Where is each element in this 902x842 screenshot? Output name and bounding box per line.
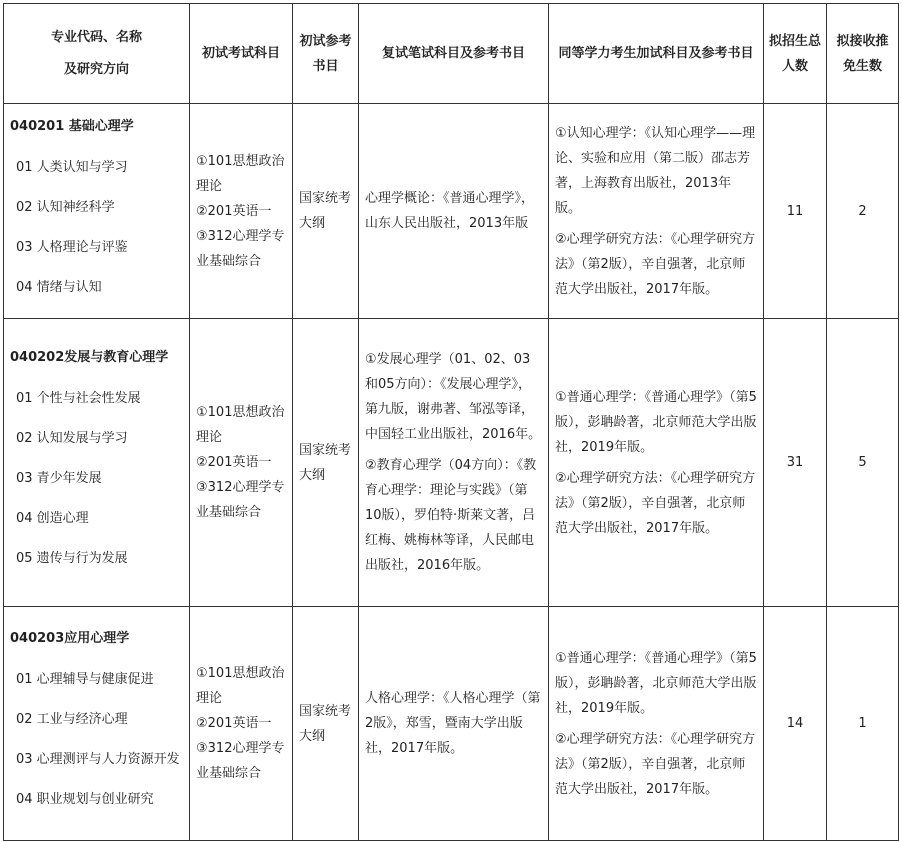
retest-item: 人格心理学：《人格心理学（第2版》，郑雪，暨南大学出版社，2017年版。 bbox=[365, 691, 541, 756]
initial-books-cell: 国家统考大纲 bbox=[293, 319, 359, 607]
initial-books-cell: 国家统考大纲 bbox=[293, 104, 359, 319]
header-initial-subjects: 初试考试科目 bbox=[190, 4, 293, 104]
initial-subjects-cell bbox=[190, 607, 293, 841]
initial-subject-item: ②201英语一 bbox=[196, 203, 272, 219]
table-row bbox=[4, 104, 899, 319]
major-title: 040201 基础心理学 bbox=[10, 118, 134, 134]
initial-subject-item: ①101思想政治理论 bbox=[196, 405, 285, 445]
major-cell bbox=[4, 319, 190, 607]
initial-subject-item: ②201英语一 bbox=[196, 716, 272, 731]
equivalent-item: ①普通心理学：《普通心理学》（第5版），彭聃龄著，北京师范大学出版社，2019年版。 bbox=[555, 389, 757, 455]
direction-item: 04 职业规划与创业研究 bbox=[16, 792, 154, 807]
retest-item: ②教育心理学（04方向）：《教育心理学：理论与实践》（第10版），罗伯特·斯莱文著，吕红梅、姚梅林等译，人民邮电出版社，2016年版。 bbox=[365, 458, 537, 573]
header-retest: 复试笔试科目及参考书目 bbox=[359, 4, 549, 104]
direction-item: 04 创造心理 bbox=[16, 511, 89, 526]
exempt-cell: 5 bbox=[827, 319, 899, 607]
major-cell bbox=[4, 607, 190, 841]
direction-item: 03 青少年发展 bbox=[16, 471, 102, 486]
planned-total-cell: 31 bbox=[764, 319, 827, 607]
header-initial-books: 初试参考书目 bbox=[293, 4, 359, 104]
direction-item: 03 心理测评与人力资源开发 bbox=[16, 752, 180, 767]
exempt-cell: 2 bbox=[827, 104, 899, 319]
header-planned-total: 拟招生总人数 bbox=[764, 4, 827, 104]
direction-item: 01 人类认知与学习 bbox=[16, 159, 128, 175]
initial-subjects-cell bbox=[190, 104, 293, 319]
header-row bbox=[4, 4, 899, 104]
equivalent-item: ①普通心理学：《普通心理学》（第5版），彭聃龄著，北京师范大学出版社，2019年版。 bbox=[555, 650, 757, 716]
retest-cell bbox=[359, 319, 549, 607]
admissions-table bbox=[3, 3, 899, 841]
initial-subject-item: ③312心理学专业基础综合 bbox=[196, 480, 285, 520]
retest-item: ①发展心理学（01、02、03和05方向）：《发展心理学》，第九版，谢弗著、邹泓等译，中国轻工业出版社，2016年。 bbox=[365, 352, 542, 442]
initial-subject-item: ②201英语一 bbox=[196, 455, 272, 470]
header-major: 专业代码、名称 及研究方向 bbox=[4, 4, 190, 104]
equivalent-cell bbox=[549, 607, 764, 841]
initial-subject-item: ①101思想政治理论 bbox=[196, 153, 285, 194]
direction-item: 01 个性与社会性发展 bbox=[16, 391, 141, 406]
initial-subject-item: ③312心理学专业基础综合 bbox=[196, 741, 285, 781]
major-title: 040202发展与教育心理学 bbox=[10, 350, 169, 365]
header-exempt: 拟接收推免生数 bbox=[827, 4, 899, 104]
major-cell bbox=[4, 104, 190, 319]
initial-books-cell: 国家统考大纲 bbox=[293, 607, 359, 841]
exempt-cell: 1 bbox=[827, 607, 899, 841]
major-title: 040203应用心理学 bbox=[10, 631, 130, 646]
direction-item: 02 认知神经科学 bbox=[16, 199, 115, 215]
initial-subjects-cell bbox=[190, 319, 293, 607]
equivalent-item: ①认知心理学：《认知心理学——理论、实验和应用（第二版）邵志芳著，上海教育出版社，2013年版。 bbox=[555, 125, 756, 216]
planned-total-cell: 11 bbox=[764, 104, 827, 319]
planned-total-cell: 14 bbox=[764, 607, 827, 841]
direction-item: 04 情绪与认知 bbox=[16, 279, 102, 295]
direction-item: 01 心理辅导与健康促进 bbox=[16, 672, 154, 687]
equivalent-item: ②心理学研究方法：《心理学研究方法》（第2版），辛自强著，北京师范大学出版社，2017年版。 bbox=[555, 731, 756, 797]
header-equivalent: 同等学力考生加试科目及参考书目 bbox=[549, 4, 764, 104]
initial-subject-item: ①101思想政治理论 bbox=[196, 666, 285, 706]
equivalent-item: ②心理学研究方法：《心理学研究方法》（第2版），辛自强著，北京师范大学出版社，2017年版。 bbox=[555, 231, 756, 297]
retest-cell bbox=[359, 607, 549, 841]
equivalent-item: ②心理学研究方法：《心理学研究方法》（第2版），辛自强著，北京师范大学出版社，2017年版。 bbox=[555, 470, 756, 536]
direction-item: 02 认知发展与学习 bbox=[16, 431, 128, 446]
table-row bbox=[4, 319, 899, 607]
initial-subject-item: ③312心理学专业基础综合 bbox=[196, 228, 285, 269]
retest-cell bbox=[359, 104, 549, 319]
equivalent-cell bbox=[549, 104, 764, 319]
direction-item: 03 人格理论与评鉴 bbox=[16, 239, 128, 255]
direction-item: 05 遗传与行为发展 bbox=[16, 551, 128, 566]
direction-item: 02 工业与经济心理 bbox=[16, 712, 128, 727]
retest-item: 心理学概论：《普通心理学》，山东人民出版社，2013年版 bbox=[365, 191, 535, 231]
equivalent-cell bbox=[549, 319, 764, 607]
table-row bbox=[4, 607, 899, 841]
